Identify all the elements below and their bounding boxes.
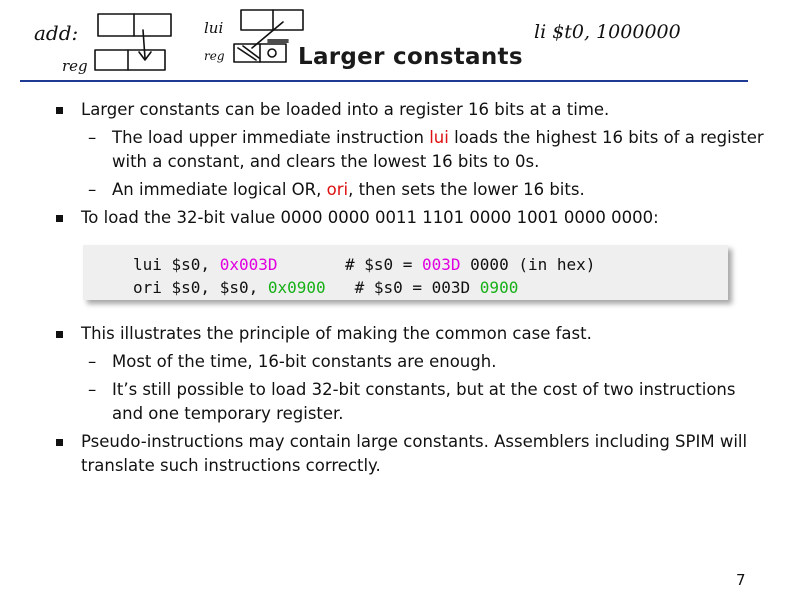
keyword-lui: lui [429, 128, 449, 147]
bullet-item [54, 98, 764, 122]
bullet-item [54, 322, 764, 346]
dash-bullet-icon: – [88, 352, 97, 371]
sub-bullet-item [54, 126, 764, 174]
bullet-text: Larger constants can be loaded into a register 16 bits at a time. [81, 100, 610, 119]
code-line-1: lui $s0, 0x003D # $s0 = 003D 0000 (in hex) [133, 255, 596, 274]
square-bullet-icon [56, 331, 63, 338]
bullet-item [54, 430, 764, 478]
handwritten-li: li $t0, 1000000 [534, 21, 681, 43]
dash-bullet-icon: – [88, 128, 97, 147]
square-bullet-icon [56, 439, 63, 446]
bullet-text: Pseudo-instructions may contain large constants. Assemblers including SPIM will translate such instructions correctly. [81, 432, 748, 475]
code-line-2: ori $s0, $s0, 0x0900 # $s0 = 003D 0900 [133, 278, 519, 297]
dash-bullet-icon: – [88, 380, 97, 399]
handwritten-lui: lui [204, 19, 224, 37]
handwritten-reg-1: reg [62, 57, 88, 75]
sub-bullet-text-pre: The load upper immediate instruction [112, 128, 430, 147]
code-block [83, 245, 728, 300]
bullet-text: This illustrates the principle of making the common case fast. [81, 324, 592, 343]
page-number: 7 [736, 571, 746, 589]
square-bullet-icon [56, 215, 63, 222]
sub-bullet-text-post: , then sets the lower 16 bits. [348, 180, 585, 199]
bullet-text: To load the 32-bit value 0000 0000 0011 1101 0000 1001 0000 0000: [81, 208, 659, 227]
bullet-item [54, 206, 764, 230]
title-underline [20, 80, 748, 82]
sub-bullet-text-pre: An immediate logical OR, [112, 180, 327, 199]
sub-bullet-text: Most of the time, 16-bit constants are enough. [112, 352, 497, 371]
slide-title: Larger constants [298, 44, 523, 70]
bullet-list-bottom [54, 322, 764, 478]
bullet-list-top [54, 98, 764, 230]
sub-bullet-text-post: loads the highest 16 bits of a register with a constant, and clears the lowest 16 bits to 0s. [112, 128, 764, 171]
sub-bullet-text: It’s still possible to load 32-bit constants, but at the cost of two instructions and one temporary register. [112, 380, 736, 423]
sub-bullet-item [54, 178, 764, 202]
dash-bullet-icon: – [88, 180, 97, 199]
code-text [133, 253, 595, 299]
square-bullet-icon [56, 107, 63, 114]
sub-bullet-item [54, 378, 764, 426]
keyword-ori: ori [326, 180, 349, 199]
sub-bullet-item [54, 350, 764, 374]
handwritten-add: add: [34, 21, 79, 45]
handwritten-reg-2: reg [204, 49, 225, 63]
